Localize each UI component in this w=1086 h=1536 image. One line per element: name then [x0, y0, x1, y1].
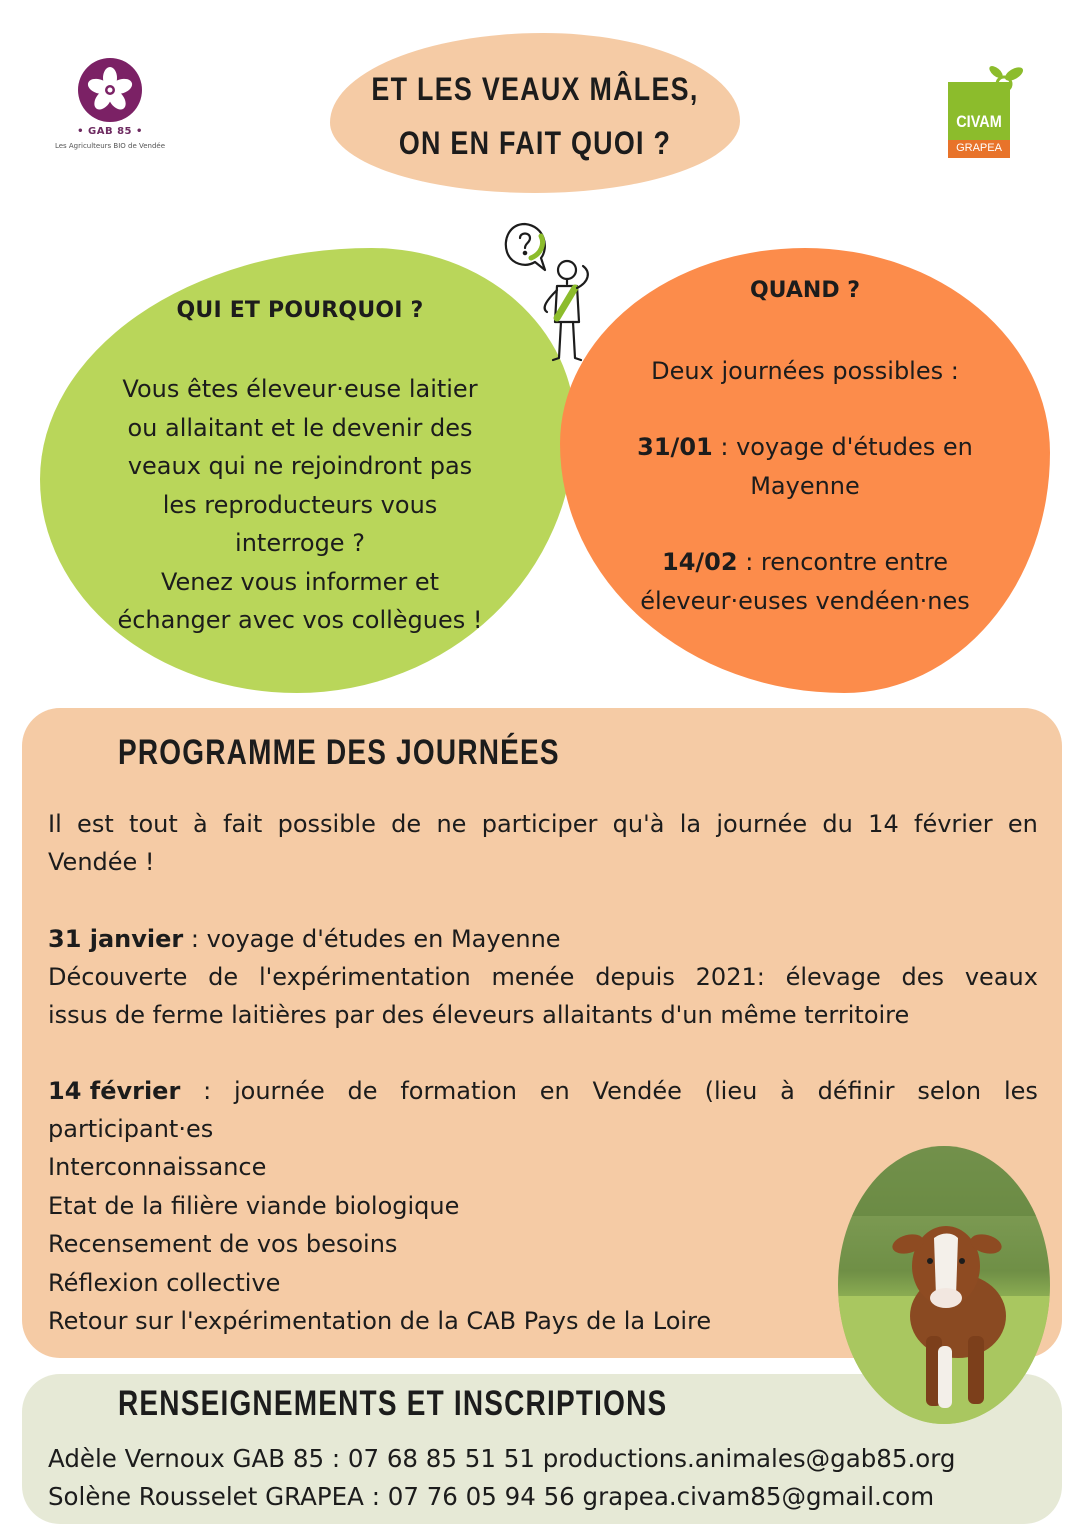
january-desc-line-2: issus de ferme laitières par des éleveurs allaitants d'un même territoire	[48, 1001, 910, 1029]
word: les	[1003, 1077, 1038, 1105]
civam-logo-name: CIVAM	[956, 112, 1002, 131]
word: de	[208, 963, 239, 991]
title-line-2: ON EN FAIT QUOI ?	[398, 125, 672, 161]
word: (lieu	[704, 1077, 758, 1105]
word: tout	[129, 810, 178, 838]
word: participer	[481, 810, 598, 838]
word: est	[77, 810, 114, 838]
word: 14	[868, 810, 899, 838]
february-item: Etat de la filière viande biologique	[48, 1192, 460, 1220]
flower-icon	[78, 58, 142, 122]
word: février	[914, 810, 993, 838]
february-item: Recensement de vos besoins	[48, 1230, 398, 1258]
qui-text	[70, 370, 530, 640]
word: formation	[400, 1077, 517, 1105]
word: en	[1007, 810, 1038, 838]
civam-grapea-logo	[946, 62, 1032, 160]
january-title	[48, 920, 1038, 959]
word: élevage	[785, 963, 881, 991]
word: 2021:	[695, 963, 765, 991]
gab-logo-tagline: Les Agriculteurs BIO de Vendée	[54, 142, 166, 150]
word: des	[901, 963, 945, 991]
word: à	[193, 810, 208, 838]
word: Découverte	[48, 963, 188, 991]
qui-line: interroge ?	[235, 529, 365, 557]
word: possible	[277, 810, 376, 838]
qui-line: échanger avec vos collègues !	[117, 606, 483, 634]
gab85-logo	[50, 58, 170, 156]
word: :	[203, 1077, 212, 1105]
quand-day-1	[590, 428, 1020, 505]
word: l'expérimentation	[258, 963, 471, 991]
january-title-text: : voyage d'études en Mayenne	[183, 925, 561, 953]
word: à	[780, 1077, 795, 1105]
day-2-date: 14/02	[662, 548, 738, 576]
february-item: Retour sur l'expérimentation de la CAB Pays de la Loire	[48, 1307, 712, 1335]
info-heading: RENSEIGNEMENTS ET INSCRIPTIONS	[118, 1384, 668, 1423]
day-1-text: : voyage d'études en	[712, 433, 973, 461]
day-2-text: : rencontre entre	[737, 548, 948, 576]
january-desc-line-1	[48, 958, 1038, 997]
word: définir	[817, 1077, 895, 1105]
day-1-date: 31/01	[637, 433, 713, 461]
word: fait	[223, 810, 263, 838]
word: journée	[233, 1077, 325, 1105]
word: la	[679, 810, 702, 838]
contact-line: Solène Rousselet GRAPEA : 07 76 05 94 56 grapea.civam85@gmail.com	[48, 1482, 935, 1511]
word: Vendée	[592, 1077, 682, 1105]
qui-line: veaux qui ne rejoindront pas	[127, 452, 473, 480]
page-title	[363, 62, 707, 170]
quand-heading: QUAND ?	[749, 278, 860, 303]
february-item: Interconnaissance	[48, 1153, 267, 1181]
programme-heading: PROGRAMME DES JOURNÉES	[118, 733, 560, 772]
february-title-line-2: participant·es	[48, 1115, 214, 1143]
calf-illustration	[838, 1146, 1050, 1424]
word: menée	[491, 963, 575, 991]
qui-line: ou allaitant et le devenir des	[127, 413, 473, 442]
thinking-person-icon	[495, 218, 610, 368]
word: journée	[716, 810, 808, 838]
word: en	[539, 1077, 570, 1105]
word: veaux	[964, 963, 1038, 991]
word: ne	[436, 810, 467, 838]
civam-logo-sub: GRAPEA	[956, 142, 1002, 154]
february-item: Réflexion collective	[48, 1269, 281, 1297]
word: de	[347, 1077, 378, 1105]
word: Il	[48, 810, 62, 838]
title-line-1: ET LES VEAUX MÂLES,	[371, 71, 699, 107]
quand-day-2	[590, 543, 1020, 620]
word: depuis	[595, 963, 675, 991]
qui-heading: QUI ET POURQUOI ?	[176, 298, 424, 323]
february-title-line-1	[48, 1072, 1038, 1111]
word: qu'à	[612, 810, 665, 838]
programme-intro-line-1	[48, 805, 1038, 844]
word: du	[822, 810, 853, 838]
day-1-text-2: Mayenne	[750, 471, 860, 500]
word: selon	[917, 1077, 982, 1105]
february-date: 14 février	[48, 1077, 181, 1105]
word: de	[391, 810, 422, 838]
calf-photo	[838, 1146, 1050, 1424]
contact-line: Adèle Vernoux GAB 85 : 07 68 85 51 51 productions.animales@gab85.org	[48, 1444, 956, 1473]
day-2-text-2: éleveur·euses vendéen·nes	[640, 586, 970, 615]
qui-line: Venez vous informer et	[160, 567, 440, 596]
qui-line: Vous êtes éleveur·euse laitier	[122, 375, 478, 403]
january-date: 31 janvier	[48, 925, 184, 953]
gab-logo-name: • GAB 85 •	[77, 126, 143, 137]
programme-intro-line-2: Vendée !	[48, 848, 155, 876]
qui-line: les reproducteurs vous	[162, 490, 438, 519]
quand-intro: Deux journées possibles :	[651, 357, 959, 385]
